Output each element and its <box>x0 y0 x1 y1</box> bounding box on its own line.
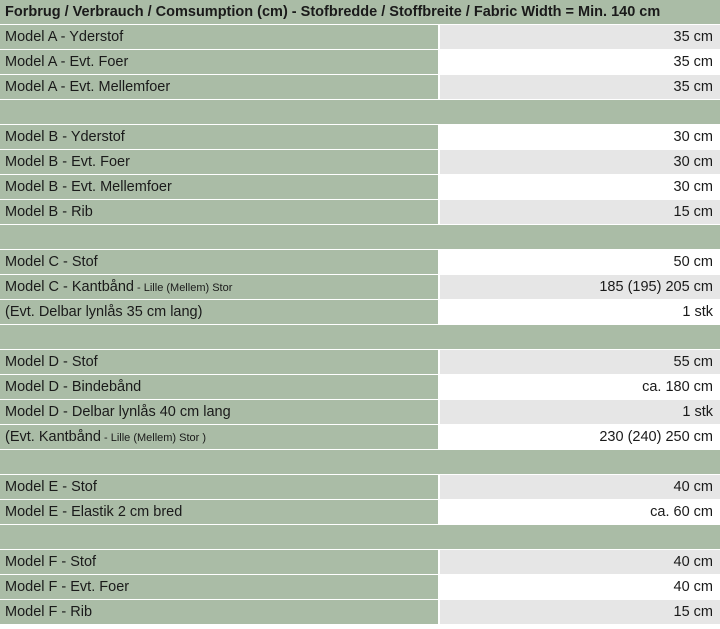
row-label <box>0 200 440 224</box>
row-value: 40 cm <box>440 475 720 499</box>
table-row <box>0 150 720 175</box>
table-row <box>0 300 720 325</box>
row-label-text: Model C - Kantbånd <box>5 279 134 295</box>
row-value: ca. 60 cm <box>440 500 720 524</box>
table-row <box>0 25 720 50</box>
row-label-text: Model F - Rib <box>5 604 93 620</box>
row-label-size-note: - Lille (Mellem) Stor ) <box>100 432 207 444</box>
row-label-text: Model A - Evt. Foer <box>5 54 129 70</box>
row-label <box>0 500 440 524</box>
table-row <box>0 175 720 200</box>
row-value: 230 (240) 250 cm <box>440 425 720 449</box>
row-value: 185 (195) 205 cm <box>440 275 720 299</box>
row-label <box>0 550 440 574</box>
row-value: 35 cm <box>440 50 720 74</box>
row-label <box>0 375 440 399</box>
row-label-text: (Evt. Delbar lynlås 35 cm lang) <box>5 304 203 320</box>
table-header: Forbrug / Verbrauch / Comsumption (cm) - Stofbredde / Stoffbreite / Fabric Width = Min. 140 cm <box>0 0 720 25</box>
row-label <box>0 125 440 149</box>
group-separator <box>0 100 720 125</box>
row-label-text: Model A - Evt. Mellemfoer <box>5 79 171 95</box>
table-row <box>0 425 720 450</box>
group-separator <box>0 325 720 350</box>
table-row <box>0 275 720 300</box>
row-label <box>0 400 440 424</box>
table-row <box>0 125 720 150</box>
table-row <box>0 75 720 100</box>
row-label-text: Model F - Stof <box>5 554 97 570</box>
row-value: 35 cm <box>440 75 720 99</box>
group-separator <box>0 525 720 550</box>
table-row <box>0 550 720 575</box>
row-value: 40 cm <box>440 575 720 599</box>
row-label <box>0 275 440 299</box>
row-label <box>0 75 440 99</box>
row-label <box>0 150 440 174</box>
table-row <box>0 575 720 600</box>
row-label <box>0 175 440 199</box>
row-value: 15 cm <box>440 200 720 224</box>
row-label-size-note: - Lille (Mellem) Stor <box>133 282 233 294</box>
row-value: 55 cm <box>440 350 720 374</box>
table-row <box>0 375 720 400</box>
table-body <box>0 25 720 625</box>
group-separator <box>0 225 720 250</box>
row-label <box>0 475 440 499</box>
row-label <box>0 300 440 324</box>
row-label-text: Model B - Rib <box>5 204 93 220</box>
row-label <box>0 50 440 74</box>
row-label-text: Model B - Evt. Mellemfoer <box>5 179 172 195</box>
row-value: ca. 180 cm <box>440 375 720 399</box>
table-row <box>0 500 720 525</box>
row-label-text: Model C - Stof <box>5 254 98 270</box>
row-label <box>0 25 440 49</box>
row-label-text: Model D - Stof <box>5 354 98 370</box>
row-label <box>0 575 440 599</box>
row-label <box>0 350 440 374</box>
row-label-text: Model F - Evt. Foer <box>5 579 130 595</box>
row-value: 1 stk <box>440 400 720 424</box>
row-label-text: Model A - Yderstof <box>5 29 124 45</box>
table-row <box>0 350 720 375</box>
table-row <box>0 50 720 75</box>
table-row <box>0 400 720 425</box>
row-label-text: Model B - Evt. Foer <box>5 154 130 170</box>
row-value: 30 cm <box>440 150 720 174</box>
row-label <box>0 425 440 449</box>
table-row <box>0 475 720 500</box>
row-value: 35 cm <box>440 25 720 49</box>
table-row <box>0 200 720 225</box>
row-label-text: Model D - Bindebånd <box>5 379 142 395</box>
row-label <box>0 250 440 274</box>
row-label-text: Model E - Elastik 2 cm bred <box>5 504 183 520</box>
table-row <box>0 600 720 625</box>
row-value: 30 cm <box>440 125 720 149</box>
row-value: 50 cm <box>440 250 720 274</box>
row-label-text: Model B - Yderstof <box>5 129 125 145</box>
row-value: 40 cm <box>440 550 720 574</box>
table-row <box>0 250 720 275</box>
row-label <box>0 600 440 624</box>
group-separator <box>0 450 720 475</box>
row-value: 1 stk <box>440 300 720 324</box>
row-label-text: Model D - Delbar lynlås 40 cm lang <box>5 404 231 420</box>
row-value: 15 cm <box>440 600 720 624</box>
row-value: 30 cm <box>440 175 720 199</box>
row-label-text: (Evt. Kantbånd <box>5 429 101 445</box>
row-label-text: Model E - Stof <box>5 479 97 495</box>
